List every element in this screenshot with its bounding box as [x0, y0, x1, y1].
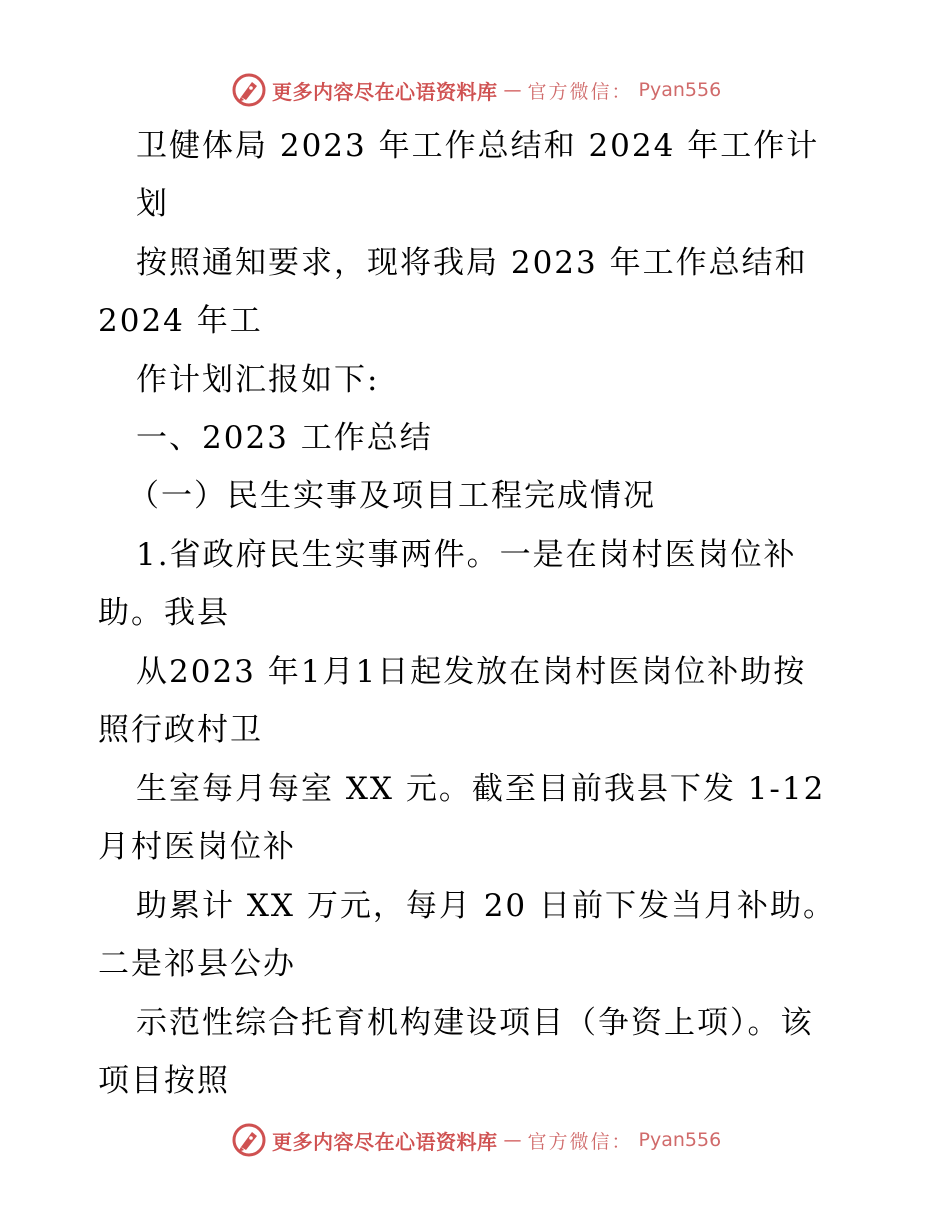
watermark-site-text: 更多内容尽在心语资料库 [272, 1129, 498, 1154]
paragraph-line: 1.省政府民生实事两件。一是在岗村医岗位补 [136, 537, 797, 573]
watermark-wechat-label: 官方微信： [527, 1130, 633, 1153]
section-heading: 一、2023 工作总结 [136, 420, 433, 456]
watermark-header [232, 73, 721, 107]
subsection-heading: （一）民生实事及项目工程完成情况 [128, 478, 656, 514]
title-line-1: 卫健体局 2023 年工作总结和 2024 年工作计 [136, 128, 820, 164]
watermark-site-text: 更多内容尽在心语资料库 [272, 79, 498, 104]
paragraph-line: 作计划汇报如下: [136, 362, 380, 398]
pen-nib-logo-icon [232, 1123, 266, 1157]
paragraph-line: 助累计 XX 万元，每月 20 日前下发当月补助。 [136, 888, 836, 924]
paragraph-line: 二是祁县公办 [98, 946, 296, 982]
paragraph-line: 照行政村卫 [98, 712, 263, 748]
watermark-wechat-id: Pyan556 [638, 1129, 722, 1151]
paragraph-line: 生室每月每室 XX 元。截至目前我县下发 1-12 [136, 771, 826, 807]
watermark-separator: — [503, 79, 522, 101]
paragraph-line: 助。我县 [98, 595, 230, 631]
watermark-wechat-id: Pyan556 [638, 79, 722, 101]
paragraph-line: 示范性综合托育机构建设项目（争资上项）。该 [136, 1005, 814, 1041]
paragraph-line: 按照通知要求，现将我局 2023 年工作总结和 [136, 245, 808, 281]
paragraph-line: 项目按照 [98, 1063, 230, 1099]
watermark-footer [232, 1123, 721, 1157]
title-line-2: 划 [136, 186, 169, 222]
watermark-separator: — [503, 1129, 522, 1151]
paragraph-line: 月村医岗位补 [98, 829, 296, 865]
watermark-wechat-label: 官方微信： [527, 80, 633, 103]
paragraph-line: 从2023 年1月1日起发放在岗村医岗位补助按 [136, 654, 807, 690]
paragraph-line: 2024 年工 [98, 303, 263, 339]
pen-nib-logo-icon [232, 73, 266, 107]
